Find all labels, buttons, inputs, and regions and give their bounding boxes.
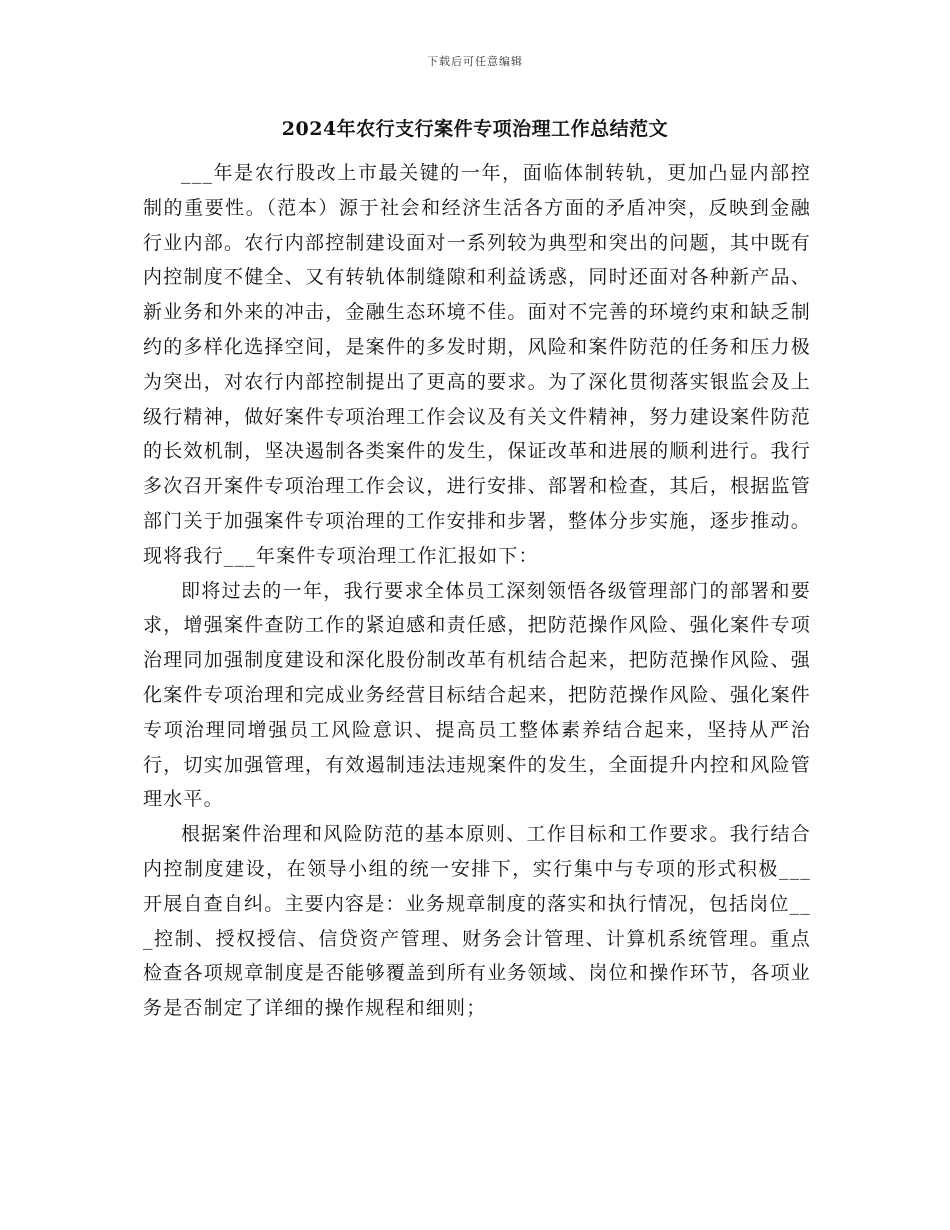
document-title: 2024年农行支行案件专项治理工作总结范文 — [281, 118, 669, 140]
paragraph-3: 根据案件治理和风险防范的基本原则、工作目标和工作要求。我行结合内控制度建设，在领导小组的统一安排下，实行集中与专项的形式积极___开展自查自纠。主要内容是：业务规章制度的落实和执行情况，包括岗位___控制、授权授信、信贷资产管理、财务会计管理、计算机系统管理。重点检查各项规章制度是否能够覆盖到所有业务领域、岗位和操作环节，各项业务是否制定了详细的操作规程和细则； — [143, 823, 811, 1020]
page-header-note: 下载后可任意编辑 — [427, 55, 523, 68]
document-body — [143, 156, 811, 1026]
paragraph-2: 即将过去的一年，我行要求全体员工深刻领悟各级管理部门的部署和要求，增强案件查防工作的紧迫感和责任感，把防范操作风险、强化案件专项治理同加强制度建设和深化股份制改革有机结合起来，把防范操作风险、强化案件专项治理和完成业务经营目标结合起来，把防范操作风险、强化案件专项治理同增强员工风险意识、提高员工整体素养结合起来，坚持从严治行，切实加强管理，有效遏制违法违规案件的发生，全面提升内控和风险管理水平。 — [143, 579, 811, 811]
paragraph-1: ___年是农行股改上市最关键的一年，面临体制转轨，更加凸显内部控制的重要性。（范本）源于社会和经济生活各方面的矛盾冲突，反映到金融行业内部。农行内部控制建设面对一系列较为典型和突出的问题，其中既有内控制度不健全、又有转轨体制缝隙和利益诱惑，同时还面对各种新产品、新业务和外来的冲击，金融生态环境不佳。面对不完善的环境约束和缺乏制约的多样化选择空间，是案件的多发时期，风险和案件防范的任务和压力极为突出，对农行内部控制提出了更高的要求。为了深化贯彻落实银监会及上级行精神，做好案件专项治理工作会议及有关文件精神，努力建设案件防范的长效机制，坚决遏制各类案件的发生，保证改革和进展的顺利进行。我行多次召开案件专项治理工作会议，进行安排、部署和检查，其后，根据监管部门关于加强案件专项治理的工作安排和步署，整体分步实施，逐步推动。现将我行___年案件专项治理工作汇报如下： — [143, 162, 811, 567]
